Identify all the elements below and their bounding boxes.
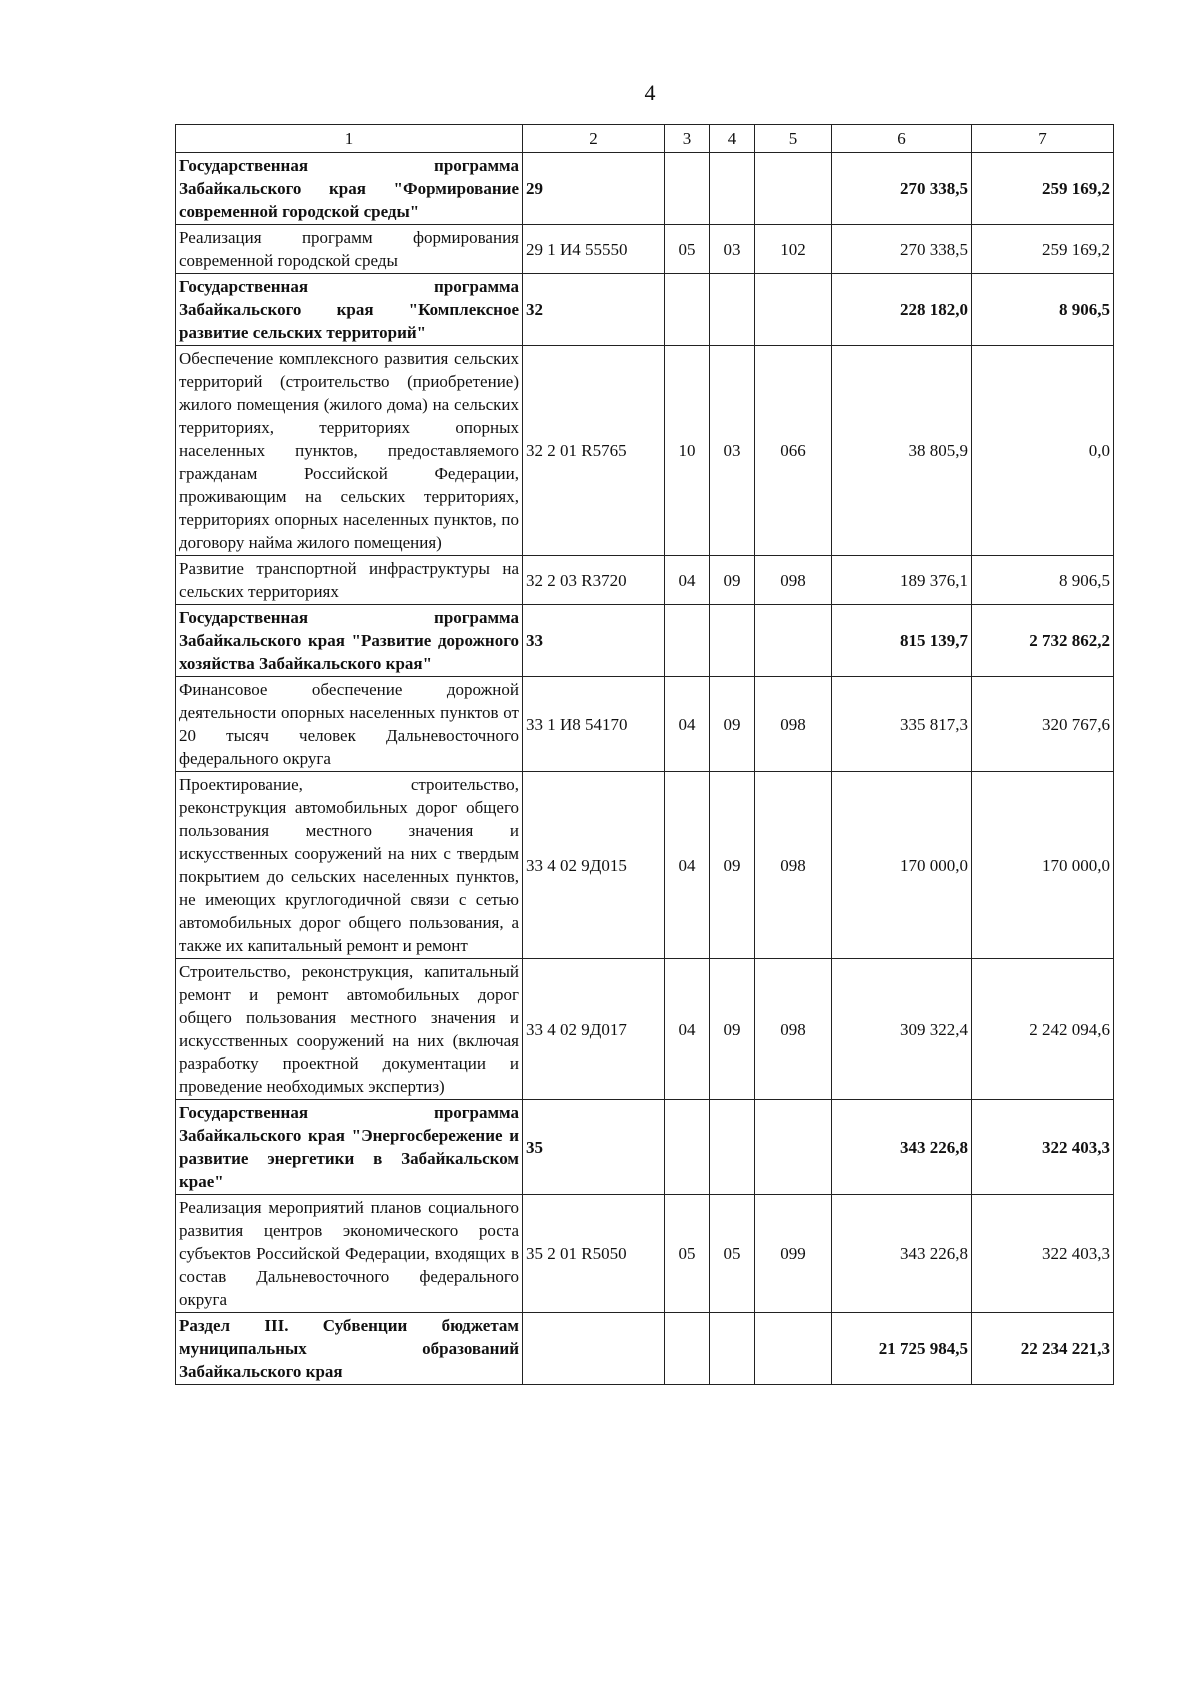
row-name: Государственная программа Забайкальского края "Энергосбережение и развитие энергетики в Забайкальском крае" — [176, 1100, 523, 1195]
row-value-6: 170 000,0 — [832, 772, 972, 959]
row-value-7: 322 403,3 — [972, 1100, 1114, 1195]
row-section: 04 — [665, 959, 710, 1100]
row-section: 10 — [665, 346, 710, 556]
table-row — [176, 1100, 1114, 1195]
header-cell: 3 — [665, 125, 710, 153]
row-subsection — [710, 153, 755, 225]
row-name: Государственная программа Забайкальского края "Развитие дорожного хозяйства Забайкальского края" — [176, 605, 523, 677]
row-subsection — [710, 605, 755, 677]
row-section: 05 — [665, 1195, 710, 1313]
row-value-7: 22 234 221,3 — [972, 1313, 1114, 1385]
header-row — [176, 125, 1114, 153]
row-value-7: 170 000,0 — [972, 772, 1114, 959]
row-name: Строительство, реконструкция, капитальный ремонт и ремонт автомобильных дорог общего пользования местного значения и искусственных сооружений на них (включая разработку проектной документации и проведение необходимых экспертиз) — [176, 959, 523, 1100]
row-section — [665, 1313, 710, 1385]
row-code: 33 1 И8 54170 — [523, 677, 665, 772]
row-value-7: 2 242 094,6 — [972, 959, 1114, 1100]
table-row — [176, 225, 1114, 274]
row-value-7: 259 169,2 — [972, 225, 1114, 274]
row-kvr — [755, 274, 832, 346]
header-cell: 1 — [176, 125, 523, 153]
row-name: Реализация мероприятий планов социального развития центров экономического роста субъектов Российской Федерации, входящих в состав Дальневосточного федерального округа — [176, 1195, 523, 1313]
row-subsection — [710, 274, 755, 346]
row-name: Проектирование, строительство, реконструкция автомобильных дорог общего пользования местного значения и искусственных сооружений на них с твердым покрытием до сельских населенных пунктов, не имеющих круглогодичной связи с сетью автомобильных дорог общего пользования, а также их капитальный ремонт и ремонт — [176, 772, 523, 959]
table-row — [176, 1195, 1114, 1313]
row-name: Развитие транспортной инфраструктуры на сельских территориях — [176, 556, 523, 605]
row-kvr: 098 — [755, 556, 832, 605]
row-kvr: 066 — [755, 346, 832, 556]
header-cell: 5 — [755, 125, 832, 153]
row-value-6: 309 322,4 — [832, 959, 972, 1100]
row-kvr: 099 — [755, 1195, 832, 1313]
row-code: 29 1 И4 55550 — [523, 225, 665, 274]
row-code: 33 — [523, 605, 665, 677]
row-name: Обеспечение комплексного развития сельских территорий (строительство (приобретение) жилого помещения (жилого дома) на сельских территориях, территориях опорных населенных пунктов, предоставляемого гражданам Российской Федерации, проживающим на сельских территориях, территориях опорных населенных пунктов, по договору найма жилого помещения) — [176, 346, 523, 556]
row-section — [665, 605, 710, 677]
row-subsection — [710, 1313, 755, 1385]
row-section — [665, 153, 710, 225]
row-value-6: 343 226,8 — [832, 1100, 972, 1195]
table-row — [176, 677, 1114, 772]
row-value-6: 815 139,7 — [832, 605, 972, 677]
row-name: Раздел III. Субвенции бюджетам муниципальных образований Забайкальского края — [176, 1313, 523, 1385]
budget-table — [175, 124, 1114, 1385]
row-subsection: 09 — [710, 556, 755, 605]
row-name: Государственная программа Забайкальского края "Комплексное развитие сельских территорий" — [176, 274, 523, 346]
row-subsection: 05 — [710, 1195, 755, 1313]
row-code: 35 2 01 R5050 — [523, 1195, 665, 1313]
row-value-6: 38 805,9 — [832, 346, 972, 556]
row-section: 04 — [665, 772, 710, 959]
row-kvr — [755, 605, 832, 677]
table-row — [176, 1313, 1114, 1385]
row-code: 29 — [523, 153, 665, 225]
row-value-6: 228 182,0 — [832, 274, 972, 346]
row-subsection: 09 — [710, 959, 755, 1100]
table-row — [176, 153, 1114, 225]
row-kvr: 098 — [755, 772, 832, 959]
row-kvr — [755, 1100, 832, 1195]
row-value-7: 322 403,3 — [972, 1195, 1114, 1313]
row-code: 32 2 03 R3720 — [523, 556, 665, 605]
row-value-6: 343 226,8 — [832, 1195, 972, 1313]
row-code: 33 4 02 9Д015 — [523, 772, 665, 959]
row-kvr: 102 — [755, 225, 832, 274]
header-cell: 4 — [710, 125, 755, 153]
row-name: Государственная программа Забайкальского края "Формирование современной городской среды" — [176, 153, 523, 225]
row-code: 32 — [523, 274, 665, 346]
row-code: 33 4 02 9Д017 — [523, 959, 665, 1100]
row-section — [665, 1100, 710, 1195]
row-subsection: 03 — [710, 346, 755, 556]
row-subsection — [710, 1100, 755, 1195]
header-cell: 6 — [832, 125, 972, 153]
table-row — [176, 772, 1114, 959]
row-value-7: 2 732 862,2 — [972, 605, 1114, 677]
table-row — [176, 274, 1114, 346]
row-section: 04 — [665, 556, 710, 605]
table-row — [176, 605, 1114, 677]
row-subsection: 03 — [710, 225, 755, 274]
page-number: 4 — [644, 80, 656, 105]
row-section: 05 — [665, 225, 710, 274]
row-value-7: 259 169,2 — [972, 153, 1114, 225]
row-value-7: 320 767,6 — [972, 677, 1114, 772]
row-section: 04 — [665, 677, 710, 772]
row-value-7: 0,0 — [972, 346, 1114, 556]
row-value-7: 8 906,5 — [972, 556, 1114, 605]
row-subsection: 09 — [710, 772, 755, 959]
header-cell: 2 — [523, 125, 665, 153]
row-kvr — [755, 153, 832, 225]
row-section — [665, 274, 710, 346]
table-row — [176, 959, 1114, 1100]
row-kvr: 098 — [755, 677, 832, 772]
row-code — [523, 1313, 665, 1385]
row-kvr — [755, 1313, 832, 1385]
row-value-6: 270 338,5 — [832, 153, 972, 225]
table-row — [176, 556, 1114, 605]
row-name: Финансовое обеспечение дорожной деятельности опорных населенных пунктов от 20 тысяч человек Дальневосточного федерального округа — [176, 677, 523, 772]
header-cell: 7 — [972, 125, 1114, 153]
row-name: Реализация программ формирования современной городской среды — [176, 225, 523, 274]
row-subsection: 09 — [710, 677, 755, 772]
row-code: 32 2 01 R5765 — [523, 346, 665, 556]
row-kvr: 098 — [755, 959, 832, 1100]
row-value-6: 270 338,5 — [832, 225, 972, 274]
row-code: 35 — [523, 1100, 665, 1195]
row-value-7: 8 906,5 — [972, 274, 1114, 346]
row-value-6: 21 725 984,5 — [832, 1313, 972, 1385]
row-value-6: 335 817,3 — [832, 677, 972, 772]
row-value-6: 189 376,1 — [832, 556, 972, 605]
table-row — [176, 346, 1114, 556]
